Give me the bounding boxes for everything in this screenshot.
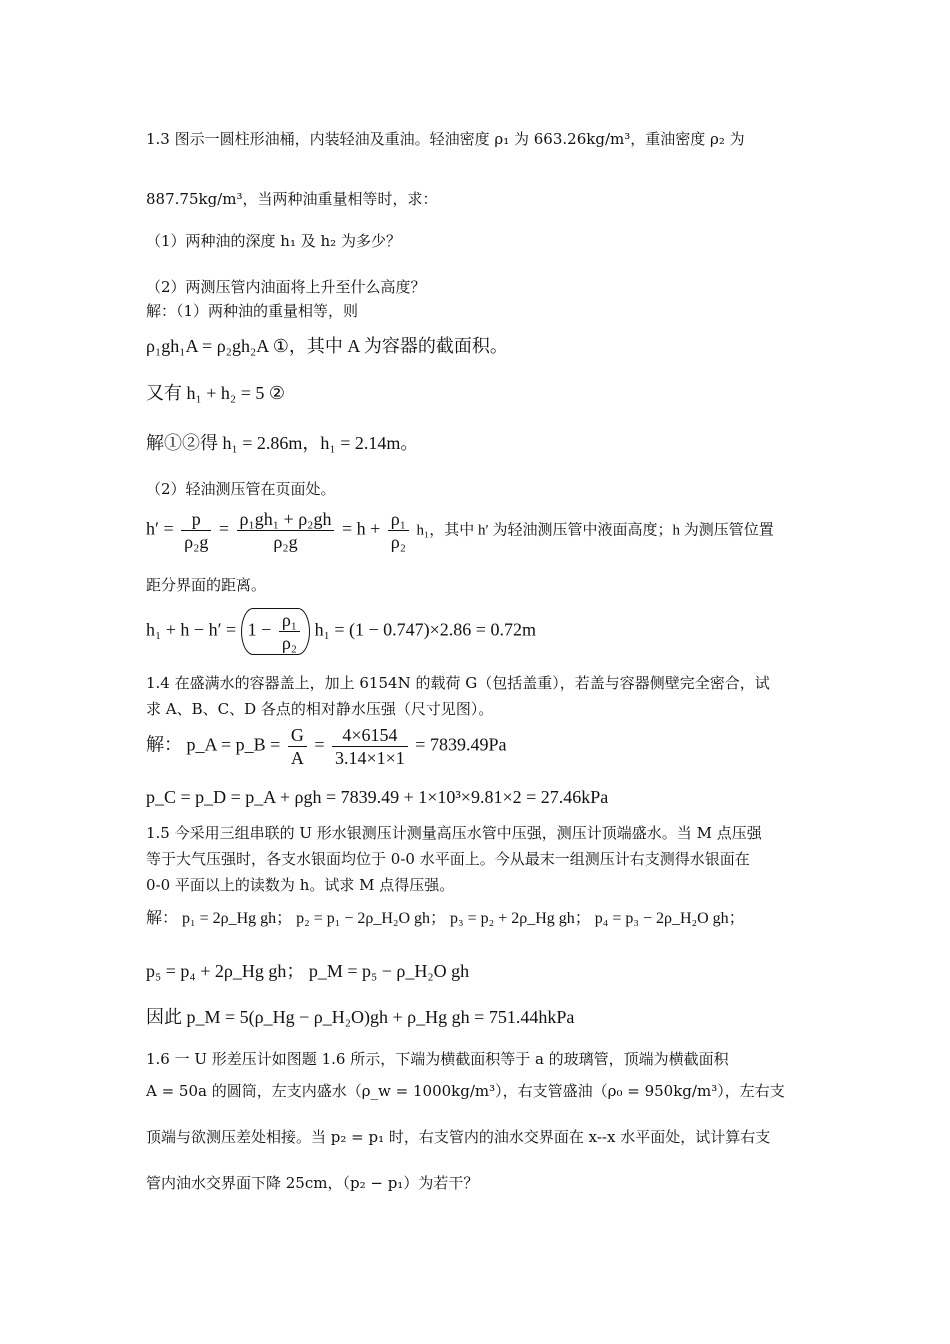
- problem-1-3-question-2: （2）两测压管内油面将上升至什么高度？: [146, 278, 426, 296]
- p14-eq1-fraction-2-denominator: 3.14×1×1: [334, 748, 405, 768]
- p14-eq1-fraction-1-denominator: A: [290, 748, 304, 768]
- eq4-fraction-1-denominator: ρ₂g: [184, 532, 209, 552]
- eq4-fraction-2-numerator: ρ₁gh₁ + ρ₂gh: [237, 508, 335, 531]
- problem-1-5-equation-3: 因此 p_M = 5(ρ_Hg − ρ_H₂O)gh + ρ_Hg gh = 751.44hkPa: [146, 1007, 575, 1027]
- problem-1-6-statement-line-2: A = 50a 的圆筒，左支内盛水（ρ_w = 1000kg/m³），右支管盛油（ρ₀ = 950kg/m³），左右支: [146, 1082, 785, 1100]
- eq5-lhs: h₁ + h − h′ =: [146, 619, 237, 640]
- problem-1-3-equation-4-continued: 距分界面的距离。: [146, 576, 267, 594]
- problem-1-4-equation-1: [146, 724, 506, 769]
- problem-1-3-equation-2: 又有 h₁ + h₂ = 5 ②: [146, 383, 285, 403]
- p14-eq1-fraction-1: [288, 724, 307, 769]
- problem-1-6-statement-line-4: 管内油水交界面下降 25cm，（p₂ − p₁）为若干？: [146, 1174, 479, 1192]
- eq4-fraction-2: [237, 508, 335, 553]
- eq5-rhs: h₁ = (1 − 0.747)×2.86 = 0.72m: [314, 619, 536, 640]
- problem-1-5-equation-1: 解： p₁ = 2ρ_Hg gh； p₂ = p₁ − 2ρ_H₂O gh； p₃ = p₂ + 2ρ_Hg gh； p₄ = p₃ − 2ρ_H₂O gh；: [146, 910, 745, 927]
- problem-1-4-statement-line-2: 求 A、B、C、D 各点的相对静水压强（尺寸见图）。: [146, 700, 494, 718]
- problem-1-4-equation-2: p_C = p_D = p_A + ρgh = 7839.49 + 1×10³×9.81×2 = 27.46kPa: [146, 787, 609, 807]
- eq5-fraction-denominator: ρ₂: [281, 633, 298, 653]
- eq4-lhs: h′ =: [146, 518, 174, 539]
- problem-1-6-statement-line-1: 1.6 一 U 形差压计如图题 1.6 所示，下端为横截面积等于 a 的玻璃管，顶端为横截面积: [146, 1050, 729, 1068]
- p14-eq1-fraction-2: [332, 724, 408, 769]
- eq4-fraction-3-denominator: ρ₂: [390, 532, 407, 552]
- eq4-tail: h₁，其中 h′ 为轻油测压管中液面高度；h 为测压管位置: [416, 522, 774, 539]
- problem-1-3-solution-intro: 解：（1）两种油的重量相等，则: [146, 302, 359, 320]
- problem-1-5-statement-line-1: 1.5 今采用三组串联的 U 形水银测压计测量高压水管中压强，测压计顶端盛水。当 M 点压强: [146, 824, 762, 842]
- problem-1-5-statement-line-3: 0-0 平面以上的读数为 h。试求 M 点得压强。: [146, 876, 455, 894]
- problem-1-3-equation-1: ρ₁gh₁A = ρ₂gh₂A ①，其中 A 为容器的截面积。: [146, 336, 508, 356]
- eq5-inner: 1 −: [247, 619, 272, 640]
- p14-eq1-rhs: = 7839.49Pa: [415, 734, 507, 755]
- eq4-fraction-2-denominator: ρ₂g: [273, 532, 298, 552]
- p14-eq1-fraction-1-numerator: G: [288, 724, 307, 747]
- problem-1-3-statement-line-1: 1.3 图示一圆柱形油桶，内装轻油及重油。轻油密度 ρ₁ 为 663.26kg/m³，重油密度 ρ₂ 为: [146, 130, 745, 148]
- problem-1-3-equation-3: 解①②得 h₁ = 2.86m，h₁ = 2.14m。: [146, 433, 419, 453]
- eq5-fraction: [279, 609, 300, 654]
- problem-1-6-statement-line-3: 顶端与欲测压差处相接。当 p₂ = p₁ 时，右支管内的油水交界面在 x--x 水平面处，试计算右支: [146, 1128, 771, 1146]
- eq4-equals: =: [218, 518, 230, 539]
- problem-1-4-statement-line-1: 1.4 在盛满水的容器盖上，加上 6154N 的载荷 G（包括盖重），若盖与容器侧壁完全密合，试: [146, 674, 770, 692]
- p14-eq1-lhs: 解： p_A = p_B =: [146, 734, 281, 755]
- problem-1-5-statement-line-2: 等于大气压强时，各支水银面均位于 0-0 水平面上。今从最末一组测压计右支测得水银面在: [146, 850, 750, 868]
- problem-1-3-statement-line-2: 887.75kg/m³，当两种油重量相等时，求：: [146, 190, 438, 208]
- problem-1-5-equation-2: p₅ = p₄ + 2ρ_Hg gh； p_M = p₅ − ρ_H₂O gh: [146, 961, 470, 981]
- eq4-fraction-3: [388, 508, 409, 553]
- eq4-mid: = h +: [341, 518, 381, 539]
- p14-eq1-equals: =: [314, 734, 325, 755]
- eq4-fraction-3-numerator: ρ₁: [388, 508, 409, 531]
- problem-1-3-part-2: （2）轻油测压管在页面处。: [146, 480, 336, 498]
- problem-1-3-question-1: （1）两种油的深度 h₁ 及 h₂ 为多少？: [146, 232, 401, 250]
- problem-1-3-equation-5: [146, 608, 536, 655]
- eq4-fraction-1: [181, 508, 211, 553]
- eq5-parenthesis: [241, 608, 310, 655]
- p14-eq1-fraction-2-numerator: 4×6154: [332, 724, 408, 747]
- eq5-fraction-numerator: ρ₁: [279, 609, 300, 632]
- eq4-fraction-1-numerator: p: [181, 508, 211, 531]
- problem-1-3-equation-4: [146, 508, 774, 553]
